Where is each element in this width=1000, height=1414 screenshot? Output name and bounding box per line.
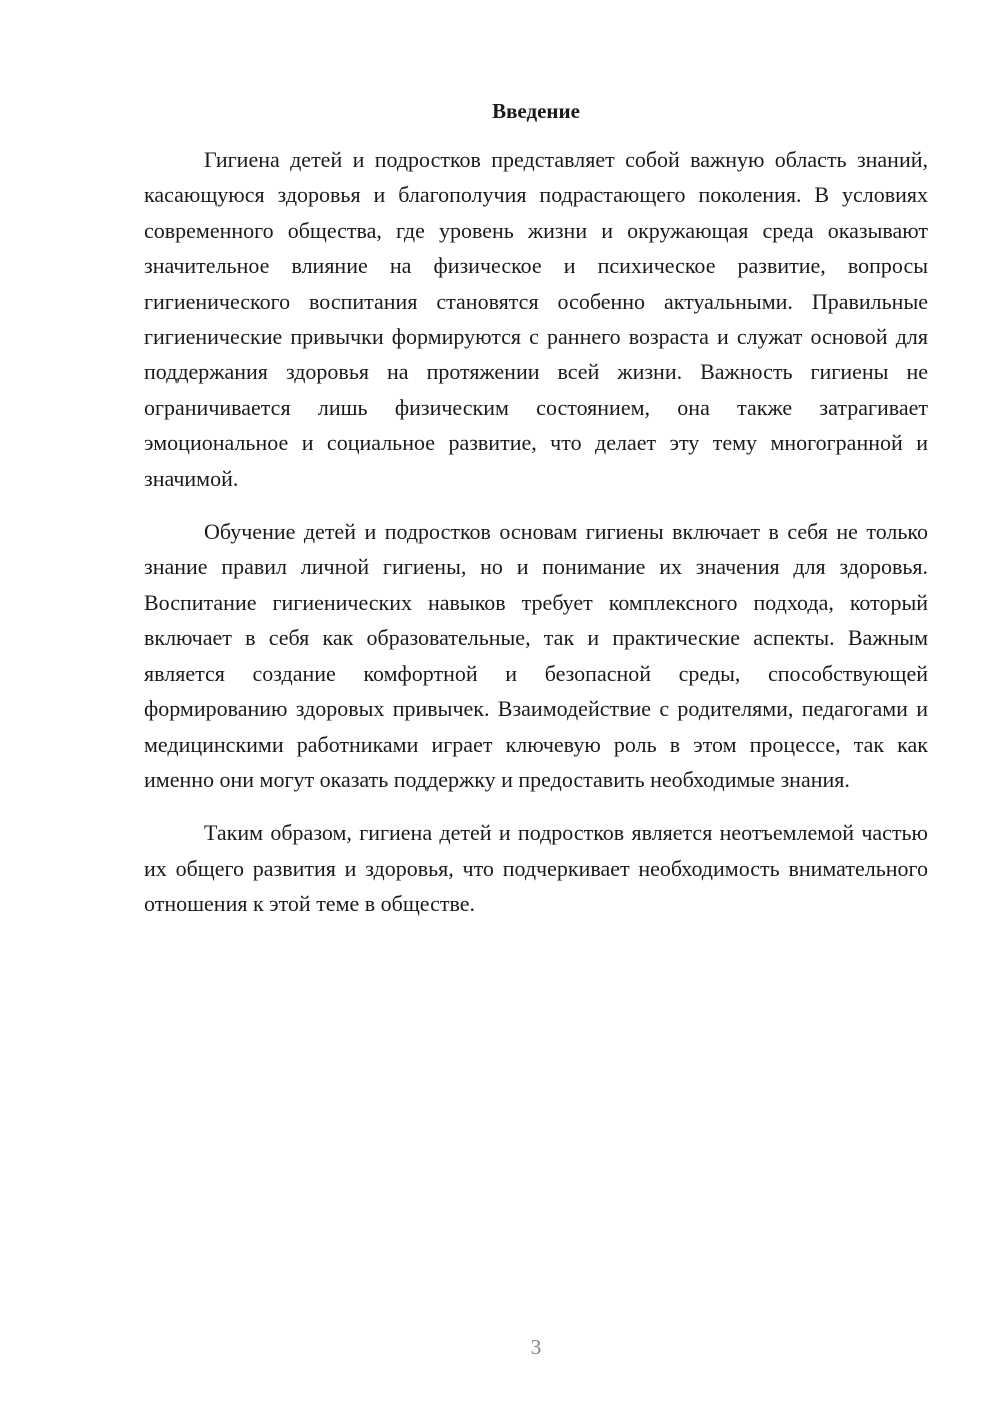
page-title: Введение xyxy=(492,99,580,123)
page-number: 3 xyxy=(530,1335,542,1359)
paragraph-3: Таким образом, гигиена детей и подростков является неотъемлемой частью их общего развития и здоровья, что подчеркивает необходимость внимательного отношения к этой теме в обществе. xyxy=(144,820,928,917)
body-text xyxy=(144,142,928,922)
paragraph-2: Обучение детей и подростков основам гигиены включает в себя не только знание правил личной гигиены, но и понимание их значения для здоровья. Воспитание гигиенических навыков требует комплексного подхода, который включает в себя как образовательные, так и практические аспекты. Важным является создание комфортной и безопасной среды, способствующей формированию здоровых привычек. Взаимодействие с родителями, педагогами и медицинскими работниками играет ключевую роль в этом процессе, так как именно они могут оказать поддержку и предоставить необходимые знания. xyxy=(144,519,928,792)
paragraph-1: Гигиена детей и подростков представляет собой важную область знаний, касающуюся здоровья и благополучия подрастающего поколения. В условиях современного общества, где уровень жизни и окружающая среда оказывают значительное влияние на физическое и психическое развитие, вопросы гигиенического воспитания становятся особенно актуальными. Правильные гигиенические привычки формируются с раннего возраста и служат основой для поддержания здоровья на протяжении всей жизни. Важность гигиены не ограничивается лишь физическим состоянием, она также затрагивает эмоциональное и социальное развитие, что делает эту тему многогранной и значимой. xyxy=(144,147,928,491)
